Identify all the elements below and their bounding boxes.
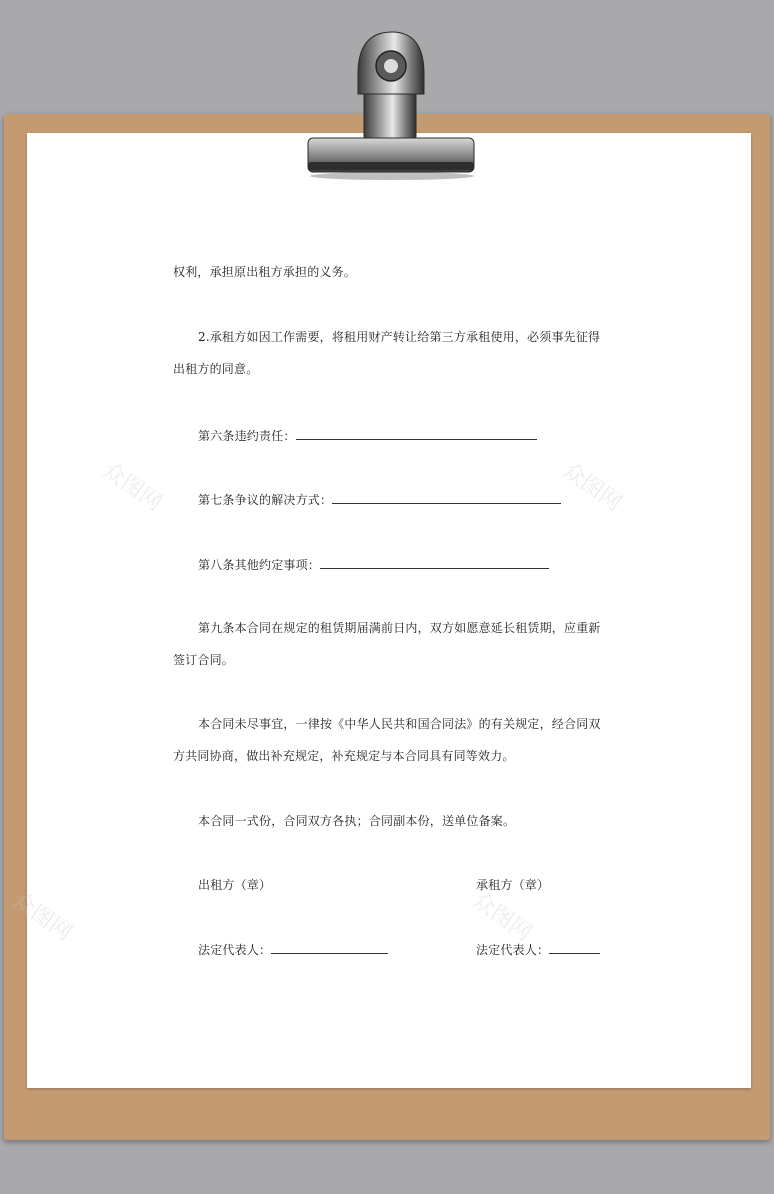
watermark: 众图网 — [467, 887, 537, 947]
document-page — [27, 133, 751, 1088]
lessee-rep-label: 法定代表人： — [476, 943, 550, 957]
blank-field — [320, 556, 549, 569]
clause-breach — [198, 427, 537, 444]
text-line: 本合同一式份，合同双方各执；合同副本份，送单位备案。 — [198, 814, 516, 828]
text-line: 出租方的同意。 — [173, 362, 259, 376]
clause-dispute-label: 第七条争议的解决方式： — [198, 493, 333, 507]
blank-field — [332, 491, 561, 504]
blank-field — [271, 941, 388, 954]
clause-other-label: 第八条其他约定事项： — [198, 558, 321, 572]
blank-field — [549, 941, 600, 954]
text-line: 本合同未尽事宜，一律按《中华人民共和国合同法》的有关规定，经合同双 — [198, 717, 601, 731]
text-line: 第九条本合同在规定的租赁期届满前日内，双方如愿意延长租赁期，应重新 — [198, 621, 601, 635]
text-line: 方共同协商，做出补充规定，补充规定与本合同具有同等效力。 — [173, 749, 515, 763]
text-line: 权利，承担原出租方承担的义务。 — [173, 265, 357, 279]
watermark: 众图网 — [97, 457, 167, 517]
lessor-rep — [198, 941, 388, 958]
lessee-rep — [476, 941, 600, 958]
clause-other — [198, 556, 549, 573]
lessor-rep-label: 法定代表人： — [198, 943, 272, 957]
binder-clip-icon — [300, 26, 480, 180]
text-line: 签订合同。 — [173, 653, 235, 667]
lessee-seal-label: 承租方（章） — [476, 878, 550, 892]
watermark: 众图网 — [7, 887, 77, 947]
clause-breach-label: 第六条违约责任： — [198, 429, 296, 443]
watermark: 众图网 — [557, 457, 627, 517]
clause-dispute — [198, 491, 561, 508]
blank-field — [296, 427, 537, 440]
lessor-seal-label: 出租方（章） — [198, 878, 272, 892]
text-line: 2.承租方如因工作需要，将租用财产转让给第三方承租使用，必须事先征得 — [198, 330, 601, 344]
